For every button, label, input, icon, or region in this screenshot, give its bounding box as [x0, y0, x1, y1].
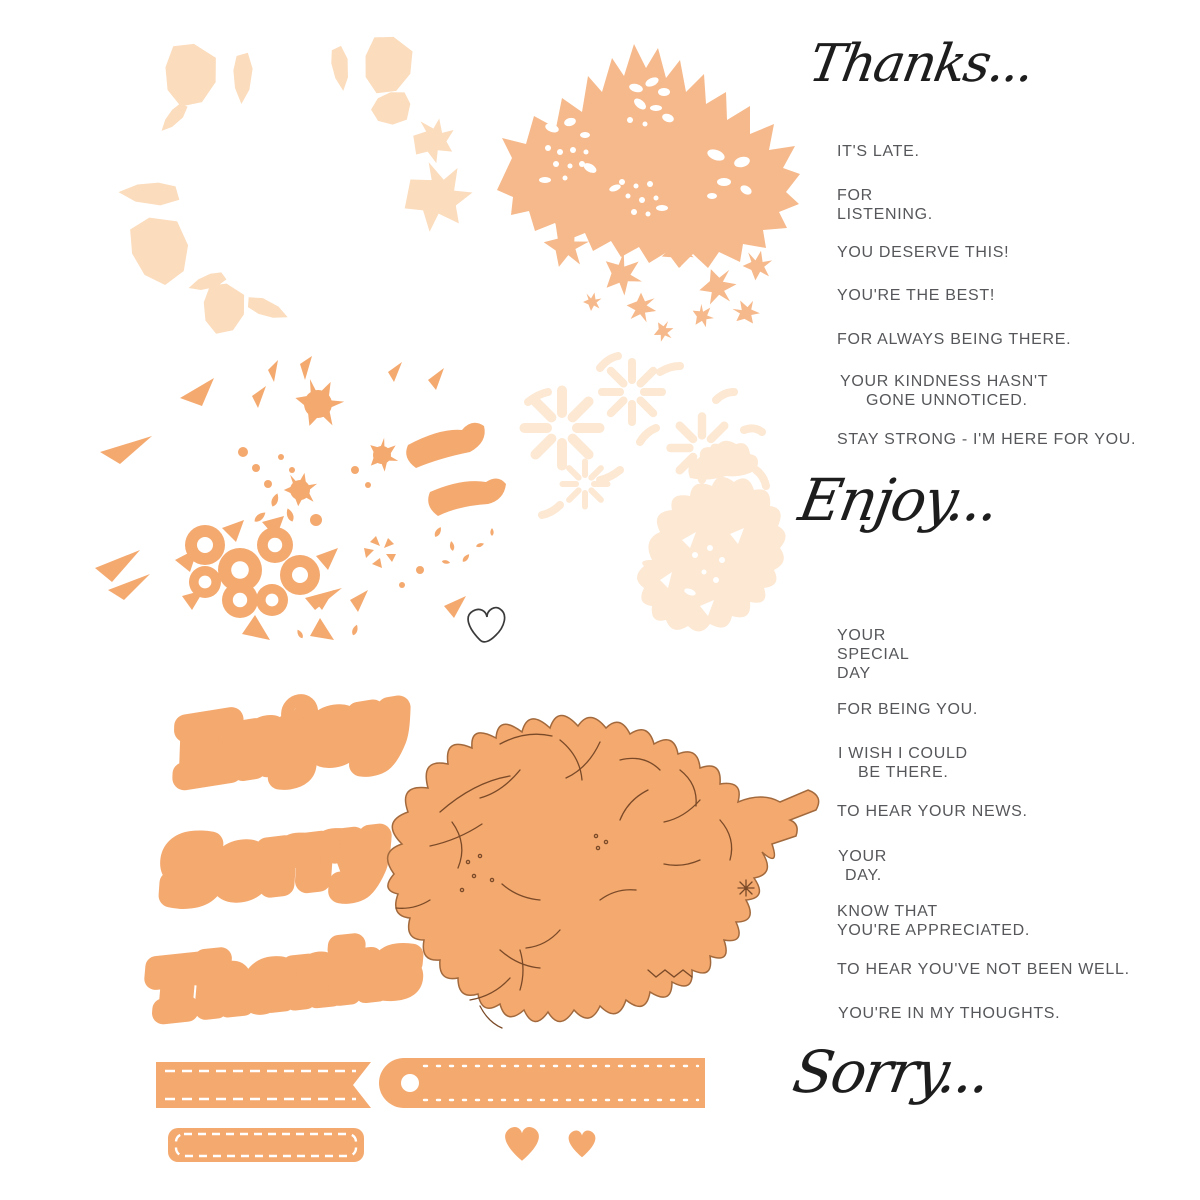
sentiment-line: FOR BEING YOU. [837, 701, 979, 718]
sentiment-line: BE THERE. [858, 764, 949, 781]
sentiment-not-been-well [837, 960, 1130, 979]
heading-sorry: Sorry... [788, 1038, 995, 1106]
petal-texture-stamp-layer [525, 356, 786, 632]
sentiment-its-late [837, 142, 920, 161]
sentiment-for-listening [837, 186, 933, 224]
sentiment-for-being-you [837, 700, 978, 719]
small-flower-burst [364, 536, 396, 568]
sentiment-line: TO HEAR YOU'VE NOT BEEN WELL. [837, 961, 1130, 978]
sentiment-line: YOU'RE APPRECIATED. [837, 922, 1030, 939]
sentiment-line: SPECIAL [837, 646, 910, 663]
sentiment-your-special-day [837, 626, 910, 683]
bouquet-solid-stamp-layer [497, 44, 800, 345]
sentiment-you-deserve-this [837, 243, 1009, 262]
heading-thanks: Thanks... [804, 34, 1038, 94]
sentiment-line: YOUR KINDNESS HASN'T [840, 373, 1049, 390]
sentiment-your-kindness [840, 372, 1048, 410]
doodle-heart-stamp [468, 608, 504, 642]
heart-die-small [569, 1130, 596, 1157]
sentiment-line: GONE UNNOTICED. [866, 392, 1028, 409]
sentiment-know-that [837, 902, 1030, 940]
sentiment-stay-strong [837, 430, 1136, 449]
banner-small-die [168, 1128, 364, 1162]
sentiment-line: YOUR [838, 848, 888, 865]
sentiment-line: DAY. [845, 867, 882, 884]
sentiment-line: YOU'RE THE BEST! [837, 287, 995, 304]
sorry-script-die: Sorry [161, 806, 383, 915]
sentiment-line: KNOW THAT [837, 903, 938, 920]
sentiment-line: YOU'RE IN MY THOUGHTS. [838, 1005, 1061, 1022]
heart-die-large [505, 1127, 539, 1161]
banner-tag-die [379, 1058, 705, 1108]
enjoy-script-die: Enjoy [175, 678, 403, 795]
sentiment-line: STAY STRONG - I'M HERE FOR YOU. [837, 431, 1137, 448]
sentiment-for-always-being-there [837, 330, 1071, 349]
floral-detail-stamp-layer [95, 356, 506, 640]
sentiment-line: I WISH I COULD [838, 745, 968, 762]
sentiment-line: LISTENING. [837, 206, 933, 223]
leaf-wreath-stamp-layer [119, 31, 479, 338]
sentiment-line: DAY [837, 665, 871, 682]
sentiment-youre-the-best [837, 286, 995, 305]
sentiment-line: FOR [837, 187, 873, 204]
sentiment-in-my-thoughts [838, 1004, 1060, 1023]
banner-fishtail-die [156, 1062, 371, 1108]
sentiment-line: YOUR [837, 627, 887, 644]
sentiment-your-day [838, 847, 887, 885]
sentiment-line: IT'S LATE. [837, 143, 920, 160]
sentiment-line: YOU DESERVE THIS! [837, 244, 1010, 261]
sentiment-line: TO HEAR YOUR NEWS. [837, 803, 1028, 820]
sentiment-to-hear-your-news [837, 802, 1028, 821]
heading-enjoy: Enjoy... [794, 466, 1003, 534]
sentiment-i-wish-i-could [838, 744, 968, 782]
sentiment-line: FOR ALWAYS BEING THERE. [837, 331, 1072, 348]
bouquet-outline-die [388, 715, 819, 1028]
thanks-script-die: Thanks [149, 927, 419, 1030]
eyelet-hole [401, 1074, 419, 1092]
